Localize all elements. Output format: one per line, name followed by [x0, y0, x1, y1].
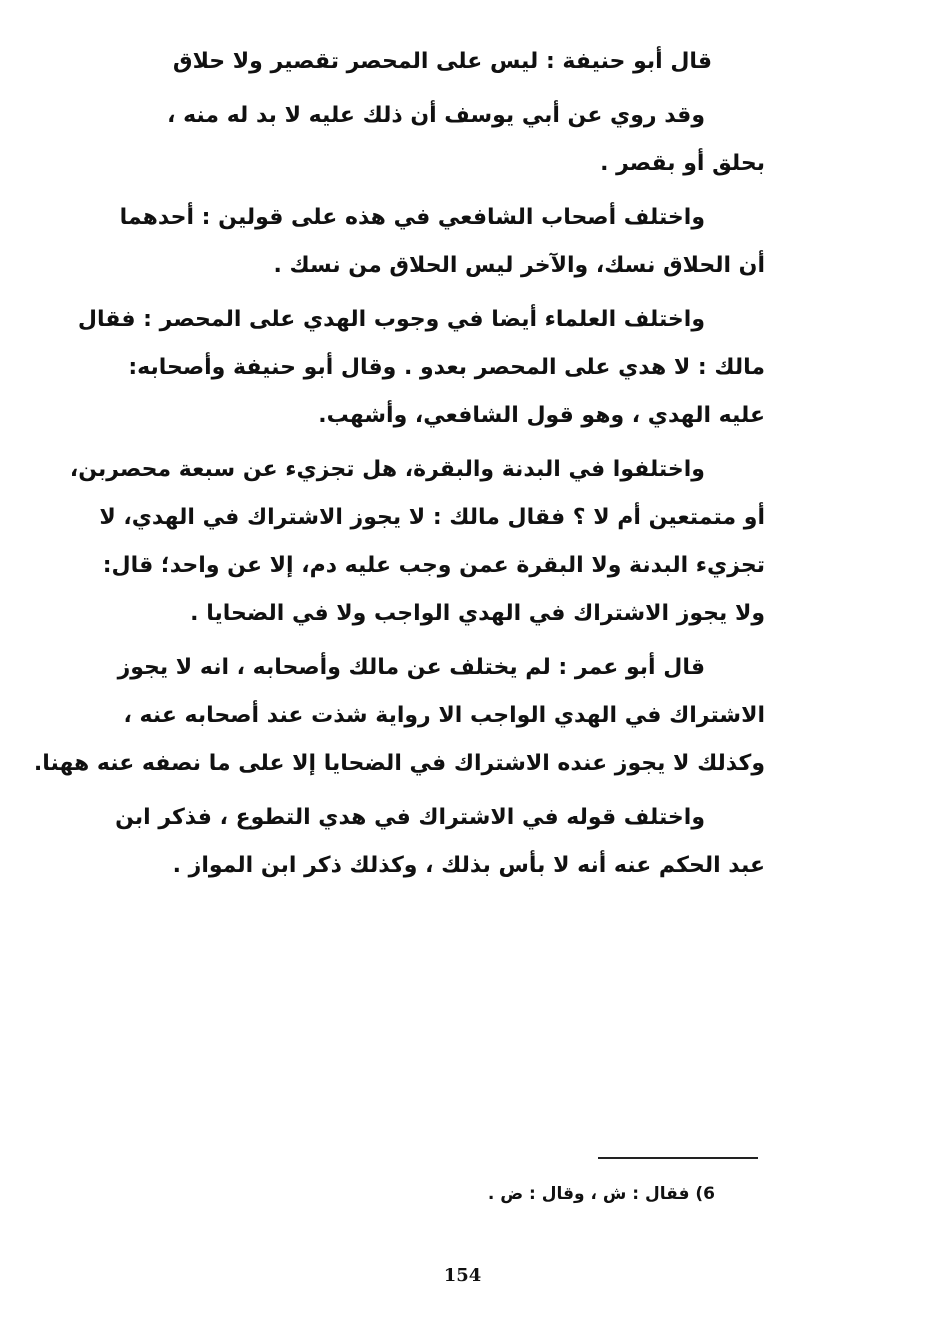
- text-line: وقد روي عن أبي يوسف أن ذلك عليه لا بد له منه ،: [167, 103, 705, 128]
- main-text: [33, 38, 765, 896]
- footnote-divider: [598, 1157, 758, 1159]
- paragraph: [77, 296, 765, 440]
- text-line: عبد الحكم عنه أنه لا بأس بذلك ، وكذلك ذكر ابن المواز .: [172, 853, 765, 878]
- page-number: 154: [443, 1265, 482, 1286]
- text-line: مالك : لا هدي على المحصر بعدو . وقال أبو حنيفة وأصحابه:: [128, 355, 765, 380]
- text-line: قال أبو حنيفة : ليس على المحصر تقصير ولا حلاق: [172, 49, 713, 74]
- text-line: تجزيء البدنة ولا البقرة عمن وجب عليه دم، إلا عن واحد؛ قال:: [102, 553, 765, 578]
- paragraph: [69, 446, 765, 638]
- text-line: الاشتراك في الهدي الواجب الا رواية شذت عند أصحابه عنه ،: [123, 703, 765, 728]
- text-line: واختلفوا في البدنة والبقرة، هل تجزيء عن سبعة محصربن،: [69, 457, 705, 482]
- text-line: عليه الهدي ، وهو قول الشافعي، وأشهب.: [318, 403, 765, 428]
- paragraph: [120, 194, 765, 290]
- paragraph: [120, 38, 765, 86]
- text-line: واختلف أصحاب الشافعي في هذه على قولين : أحدهما: [119, 205, 705, 230]
- text-line: واختلف العلماء أيضا في وجوب الهدي على المحصر : فقال: [77, 307, 705, 332]
- paragraph: [33, 644, 765, 788]
- paragraph: [120, 92, 765, 188]
- footnote: 6) فقال : ش ، وقال : ض .: [487, 1184, 715, 1204]
- text-line: واختلف قوله في الاشتراك في هدي التطوع ، فذكر ابن: [115, 805, 705, 830]
- text-line: أن الحلاق نسك، والآخر ليس الحلاق من نسك .: [273, 253, 765, 278]
- text-line: قال أبو عمر : لم يختلف عن مالك وأصحابه ، انه لا يجوز: [117, 655, 705, 680]
- paragraph: [115, 794, 765, 890]
- text-line: وكذلك لا يجوز عنده الاشتراك في الضحايا إلا على ما نصفه عنه ههنا.: [33, 751, 765, 776]
- text-line: أو متمتعين أم لا ؟ فقال مالك : لا يجوز الاشتراك في الهدي، لا: [99, 505, 765, 530]
- text-line: بحلق أو بقصر .: [600, 151, 765, 176]
- text-line: ولا يجوز الاشتراك في الهدي الواجب ولا في الضحايا .: [190, 601, 765, 626]
